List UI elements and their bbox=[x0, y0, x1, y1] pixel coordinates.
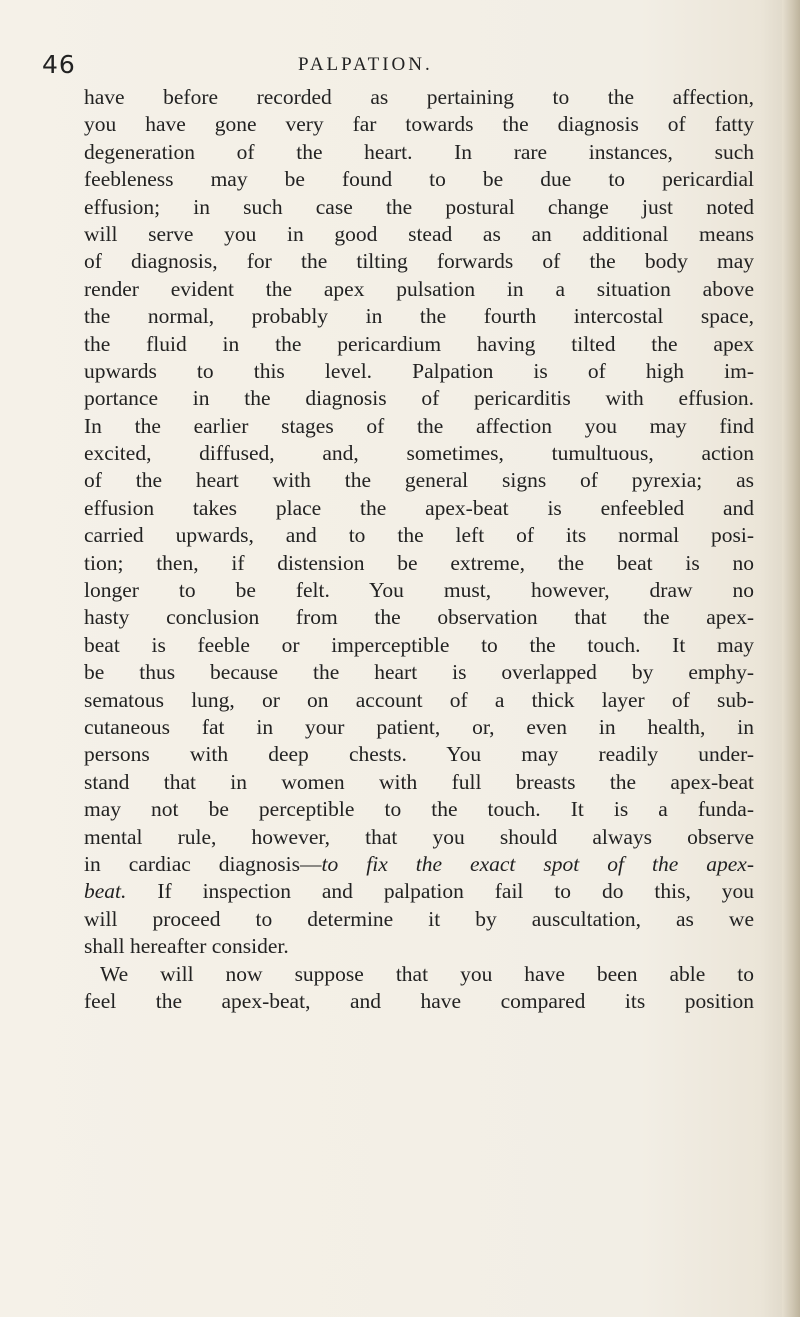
text-line: you have gone very far towards the diagnosis of fatty bbox=[84, 112, 754, 137]
text-line: stand that in women with full breasts the apex-beat bbox=[84, 769, 754, 794]
paragraph-start-line: We will now suppose that you have been able to bbox=[100, 961, 754, 986]
text-line: upwards to this level. Palpation is of high im- bbox=[84, 358, 754, 383]
text-line: the fluid in the pericardium having tilted the apex bbox=[84, 331, 754, 356]
text-line: beat is feeble or imperceptible to the touch. It may bbox=[84, 632, 754, 657]
text-line: excited, diffused, and, sometimes, tumultuous, action bbox=[84, 441, 754, 466]
text-line: may not be perceptible to the touch. It is a funda- bbox=[84, 797, 754, 822]
text-line: render evident the apex pulsation in a situation above bbox=[84, 276, 754, 301]
text-line: be thus because the heart is overlapped by emphy- bbox=[84, 660, 754, 685]
text-line: will serve you in good stead as an additional means bbox=[84, 221, 754, 246]
text-line: feebleness may be found to be due to pericardial bbox=[84, 167, 754, 192]
emphasis-text: to fix the exact spot of the apex- bbox=[321, 851, 754, 876]
text-line: tion; then, if distension be extreme, the beat is no bbox=[84, 550, 754, 575]
emphasis-text: beat. bbox=[84, 879, 127, 904]
text-line: hasty conclusion from the observation that the apex- bbox=[84, 605, 754, 630]
line-plain-text: If inspection and palpation fail to do this, you bbox=[126, 879, 754, 904]
text-line: degeneration of the heart. In rare instances, such bbox=[84, 139, 754, 164]
text-line: longer to be felt. You must, however, draw no bbox=[84, 578, 754, 603]
paragraph-end-line: shall hereafter consider. bbox=[84, 934, 289, 959]
text-line: of the heart with the general signs of pyrexia; as bbox=[84, 468, 754, 493]
text-line: of diagnosis, for the tilting forwards of the body may bbox=[84, 249, 754, 274]
text-line: the normal, probably in the fourth intercostal space, bbox=[84, 304, 754, 329]
text-line: effusion; in such case the postural change just noted bbox=[84, 194, 754, 219]
text-line: will proceed to determine it by auscultation, as we bbox=[84, 906, 754, 931]
text-line: have before recorded as pertaining to the affection, bbox=[84, 85, 754, 109]
text-line: portance in the diagnosis of pericarditis with effusion. bbox=[84, 386, 754, 411]
running-head: PALPATION. bbox=[298, 54, 433, 75]
line-plain-text: in cardiac diagnosis— bbox=[84, 851, 322, 876]
page-header bbox=[42, 50, 742, 84]
text-line-with-italic bbox=[84, 878, 754, 905]
text-line: mental rule, however, that you should always observe bbox=[84, 824, 754, 849]
text-line: sematous lung, or on account of a thick layer of sub- bbox=[84, 687, 754, 712]
text-line: persons with deep chests. You may readily under- bbox=[84, 742, 754, 767]
text-line: carried upwards, and to the left of its normal posi- bbox=[84, 523, 754, 548]
page-number: 46 bbox=[42, 50, 76, 79]
page-binding-edge bbox=[782, 0, 800, 1317]
body-text bbox=[84, 84, 754, 1015]
text-line-with-italic bbox=[84, 851, 754, 878]
text-line: cutaneous fat in your patient, or, even in health, in bbox=[84, 714, 754, 739]
text-line: In the earlier stages of the affection you may find bbox=[84, 413, 754, 438]
text-line: effusion takes place the apex-beat is enfeebled and bbox=[84, 495, 754, 520]
text-line: feel the apex-beat, and have compared its position bbox=[84, 988, 754, 1013]
